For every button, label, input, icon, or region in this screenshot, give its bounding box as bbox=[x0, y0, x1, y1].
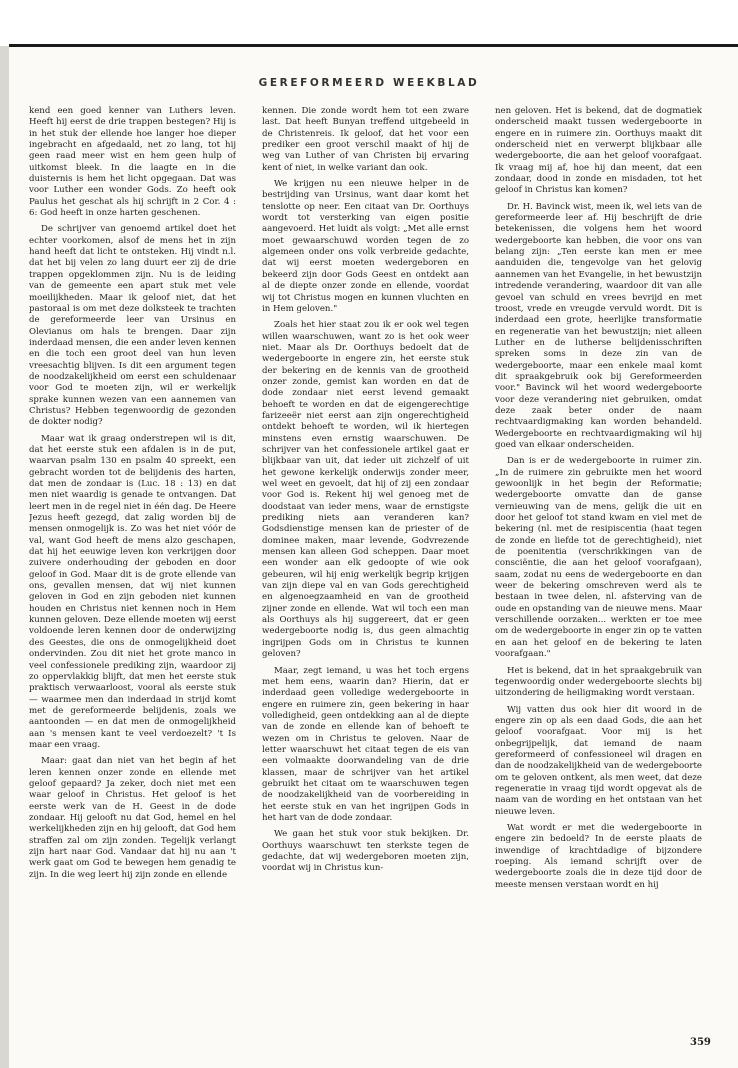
paragraph: Maar wat ik graag onderstrepen wil is dit, dat het eerste stuk een afdalen is in de put, waarvan psalm 130 en psalm 40 spreekt, een gebracht worden tot de belijdenis des harten, dat men de zondaar is (Luc. 18 : 13) en dat men niet waardig is genade te ontvangen. Dat leert men in de regel niet in één dag. De Heere Jezus heeft gezegd, dat zalig worden bij de mensen onmogelijk is. Zo was het niet vóór de val, want God heeft de mens alzo geschapen, dat hij het eeuwige leven kon verkrijgen door zuivere onderhouding der geboden en door geloof in God. Maar dit is de grote ellende van ons, gevallen mensen, dat wij niet kunnen geloven in God en zijn geboden niet kunnen houden en Christus niet kennen noch in Hem kunnen geloven. Deze ellende moeten wij eerst voldoende leren kennen door de onderwijzing des Geestes, die ons de onmogelijkheid doet ondervinden. Zou dit niet het grote manco in veel confessionele prediking zijn, waardoor zij zo oppervlakkig blijft, dat men het eerste stuk praktisch verwaarloost, vooral als eerste stuk — waarmee men dan inderdaad in strijd komt met de gereformeerde belijdenis, zoals we aantoonden — en dat men de onmogelijkheid aan 's mensen kant te veel verdoezelt? 't Is maar een vraag. bbox=[29, 433, 236, 750]
paragraph: Dan is er de wedergeboorte in ruimer zin. „In de ruimere zin gebruikte men het woord gewoonlijk in het begin der Reformatie; wedergeboorte omvatte dan de ganse vernieuwing van de mens, gelijk die uit en door het geloof tot stand kwam en viel met de bekering (nl. met de resipiscentia (haat tegen de zonde en liefde tot de gerechtigheid), niet de poenitentia (verschrikkingen van de consciëntie, die aan het geloof voorafgaan), saam, zodat nu eens de wedergeboorte en dan weer de bekering omschreven werd als te bestaan in twee delen, nl. afsterving van de oude en opstanding van de nieuwe mens. Maar verschillende oorzaken... werkten er toe mee om de wedergeboorte in enger zin op te vatten en aan het geloof en de bekering te laten voorafgaan." bbox=[495, 456, 702, 660]
paragraph: Het is bekend, dat in het spraakgebruik van tegenwoordig onder wedergeboorte slechts bij uitzondering de heiligmaking wordt verstaan. bbox=[495, 665, 702, 699]
paragraph: We gaan het stuk voor stuk bekijken. Dr. Oorthuys waarschuwt ten sterkste tegen de gedachte, dat wij wedergeboren moeten zijn, voordat wij in Christus kun- bbox=[262, 829, 469, 874]
page-number: 359 bbox=[690, 1037, 711, 1048]
paragraph: Zoals het hier staat zou ik er ook wel tegen willen waarschuwen, want zo is het ook weer niet. Maar als Dr. Oorthuys bedoelt dat de wedergeboorte in engere zin, het eerste stuk der bekering en de kennis van de grootheid onzer zonde, gemist kan worden en dat de dode zondaar niet eerst levend gemaakt behoeft te worden en dat de eigengerechtige farizeeër niet eerst aan zijn ongerechtigheid ontdekt behoeft te worden, wil ik hiertegen minstens even ernstig waarschuwen. De schrijver van het confessionele artikel gaat er blijkbaar van uit, dat ieder uit zichzelf of uit het gewone kerkelijk onderwijs zonder meer, wel weet en gevoelt, dat hij of zij een zondaar voor God is. Rekent hij wel genoeg met de doodstaat van ieder mens, waar de ernstigste prediking niets aan veranderen kan? Godsdienstige mensen kan de priester of de dominee maken, maar levende, Godvrezende mensen kan alleen God scheppen. Daar moet een wonder aan elk gedoopte of wie ook gebeuren, wil hij enig werkelijk begrip krijgen van zijn diepe val en van Gods gerechtigheid en algenoegzaamheid en van de grootheid zijner zonde en ellende. Wat wil toch een man als Oorthuys als hij suggereert, dat er geen wedergeboorte nodig is, dus geen almachtig ingrijpen Gods om in Christus te kunnen geloven? bbox=[262, 320, 469, 660]
paragraph: Wij vatten dus ook hier dit woord in de engere zin op als een daad Gods, die aan het geloof voorafgaat. Voor mij is het onbegrijpelijk, dat iemand de naam gereformeerd of confessioneel wil dragen en dan de noodzakelijkheid van de wedergeboorte om te geloven ontkent, als men weet, dat deze regeneratie in vraag tijd wordt opgevat als de naam van de wording en het ontstaan van het nieuwe leven. bbox=[495, 704, 702, 817]
paragraph: kennen. Die zonde wordt hem tot een zware last. Dat heeft Bunyan treffend uitgebeeld in de Christenreis. Ik geloof, dat het voor een prediker een groot verschil maakt of hij de weg van Luther of van Christen bij ervaring kent of niet, in welke variant dan ook. bbox=[262, 106, 469, 173]
paragraph: kend een goed kenner van Luthers leven. Heeft hij eerst de drie trappen bestegen? Hij is in het stuk der ellende hoe langer hoe dieper ingebracht en afgedaald, net zo lang, tot hij geen raad meer wist en hem geen hulp of uitkomst bleek. In die laagte en in die duisternis is hem het licht opgegaan. Dat was voor Luther een wonder Gods. Zo heeft ook Paulus het geschat als hij schrijft in 2 Cor. 4 : 6: God heeft in onze harten geschenen. bbox=[29, 106, 236, 219]
header-rule bbox=[9, 44, 738, 47]
paragraph: Dr. H. Bavinck wist, meen ik, wel iets van de gereformeerde leer af. Hij beschrijft de drie betekenissen, die volgens hem het woord wedergeboorte kan hebben, die voor ons van belang zijn: „Ten eerste kan men er mee aanduiden die, tengevolge van het gelovig aannemen van het Evangelie, in het bewustzijn intredende verandering, waardoor dit van alle gevoel van schuld en vrees bevrijd en met troost, vrede en vreugde vervuld wordt. Dit is inderdaad een grote, heerlijke transformatie en regeneratie van het bewustzijn; niet alleen Luther en de lutherse belijdenisschriften spreken soms in deze zin van de wedergeboorte, maar een enkele maal komt dit spraakgebruik ook bij Gereformeerden voor." Bavinck wil het woord wedergeboorte voor deze verandering niet gebruiken, omdat deze zaak beter onder de naam rechtvaardigmaking kan worden behandeld. Wedergeboorte en rechtvaardigmaking wil hij goed van elkaar onderscheiden. bbox=[495, 201, 702, 450]
paragraph: We krijgen nu een nieuwe helper in de bestrijding van Ursinus, want daar komt het tenslotte op neer. Een citaat van Dr. Oorthuys wordt tot versterking van eigen positie aangevoerd. Het luidt als volgt: „Met alle ernst moet gewaarschuwd worden tegen de zo algemeen onder ons volk verbreide gedachte, dat wij eerst moeten wedergeboren en bekeerd zijn door Gods Geest en ontdekt aan al de diepte onzer zonde en ellende, voordat wij tot Christus mogen en kunnen vluchten en in Hem geloven." bbox=[262, 179, 469, 314]
paragraph: Maar, zegt iemand, u was het toch ergens met hem eens, waarin dan? Hierin, dat er inderdaad geen volledige wedergeboorte in engere en ruimere zin, geen bekering in haar volledigheid, geen ontdekking aan al de diepte van de zonde en ellende kan of behoeft te wezen om in Christus te geloven. Naar de letter waarschuwt het citaat tegen de eis van een volmaakte doorwandeling van de drie klassen, maar de schrijver van het artikel gebruikt het citaat om te waarschuwen tegen de noodzakelijkheid van de voorbereiding in het eerste stuk en van het ingrijpen Gods in het hart van de dode zondaar. bbox=[262, 665, 469, 823]
paragraph: nen geloven. Het is bekend, dat de dogmatiek onderscheid maakt tussen wedergeboorte in engere en in ruimere zin. Oorthuys maakt dit onderscheid niet en verwerpt blijkbaar alle wedergeboorte, die aan het geloof voorafgaat. Ik vraag mij af, hoe hij dan meent, dat een zondaar, dood in zonde en misdaden, tot het geloof in Christus kan komen? bbox=[495, 106, 702, 196]
text-column-2 bbox=[262, 106, 469, 1024]
text-column-1 bbox=[29, 106, 236, 1024]
paragraph: De schrijver van genoemd artikel doet het echter voorkomen, alsof de mens het in zijn hand heeft dat licht te ontsteken. Hij vindt n.l. dat het bij velen zo lang duurt eer zij de drie trappen opgeklommen zijn. Nu is de leiding van de gemeente een apart stuk met vele moeilijkheden. Maar ik geloof niet, dat het pastoraal is om met deze dolksteek te trachten de gereformeerde leer van Ursinus en Olevianus om hals te brengen. Daar zijn inderdaad mensen, die een ander leven kennen en die toch een groot deel van hun leven vreesachtig blijven. Is dit een argument tegen de noodzakelijkheid om eerst een schuldenaar voor God te moeten zijn, wil er werkelijk sprake kunnen wezen van een aannemen van Christus? Hebben tegenwoordig de gezonden de dokter nodig? bbox=[29, 224, 236, 428]
page-top-margin bbox=[0, 0, 738, 46]
text-column-3 bbox=[495, 106, 702, 1024]
paragraph: Wat wordt er met die wedergeboorte in engere zin bedoeld? In de eerste plaats de inwendige of krachtdadige of bijzondere roeping. Als iemand schrijft over de wedergeboorte zoals die in deze tijd door de meeste mensen verstaan wordt en hij bbox=[495, 822, 702, 890]
page-binding-edge bbox=[0, 46, 9, 1068]
paragraph: Maar: gaat dan niet van het begin af het leren kennen onzer zonde en ellende met geloof gepaard? Ja zeker, doch niet met een waar geloof in Christus. Het geloof is het eerste werk van de H. Geest in de dode zondaar. Hij gelooft nu dat God, hemel en hel werkelijkheden zijn en hij gelooft, dat God hem straffen zal om zijn zonden. Tegelijk verlangt zijn hart naar God. Vandaar dat hij nu aan 't werk gaat om God te bewegen hem genadig te zijn. In die weg leert hij zijn zonde en ellende bbox=[29, 756, 236, 880]
running-header: GEREFORMEERD WEEKBLAD bbox=[258, 77, 480, 89]
